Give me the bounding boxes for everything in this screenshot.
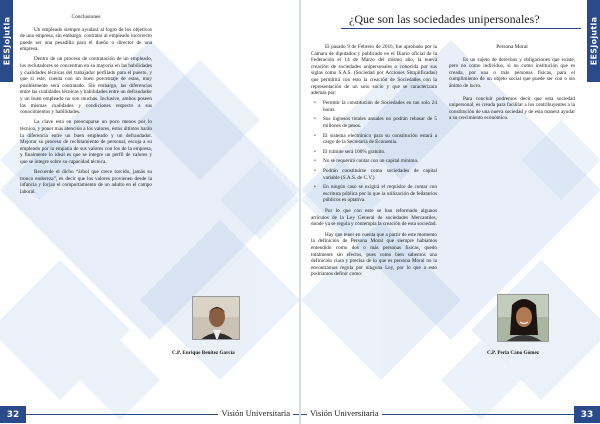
photo-caption: C.P. Perla Cano Gómez xyxy=(487,350,540,356)
list-item: • En ningún caso se exigirá el requisito de contar con escritura pública por lo que la utilización de fedatarios públicos es optativa. xyxy=(311,184,437,204)
photo-caption: C.P. Enrique Benítez García xyxy=(172,350,235,356)
page-footer xyxy=(301,404,600,424)
paragraph: Recuerde el dicho “árbol que crece torcido, jamás su tronco endereza”, es decir que los valores provienen desde la infancia y forjan el comportamiento de un adulto en el campo laboral. xyxy=(20,168,152,195)
paragraph: Un empleado siempre ayudará al logro de los objetivos de una empresa, sin embargo, contratar al empleado incorrecto puede ser una pesadilla para el dueño o director de una empresa. xyxy=(20,26,152,53)
paragraph: Para concluir podremos decir que esta sociedad unipersonal, es creada para facilitar a los contribuyentes a la constitución de una nueva sociedad y de esta manera ayudar a su crecimiento económico. xyxy=(449,95,575,122)
features-list xyxy=(311,100,437,204)
author-photo xyxy=(192,296,240,340)
title-underline xyxy=(341,28,581,29)
section-tab: EESJojutla xyxy=(587,0,600,82)
article-column-2 xyxy=(449,44,575,125)
paragraph: Es un sujeto de derechos y obligaciones que existe, pero no como individuo, si no como institución que es creada, por una o más personas físicas, para el cumplimiento de un objeto social que puede ser con o sin ánimo de lucro. xyxy=(449,56,575,89)
left-page xyxy=(0,0,299,424)
paragraph: Hay que tener en cuenta que a partir de este momento la definición de Persona Moral que siempre habíamos entendido como dos o más personas físicas, quedo totalmente sin efectos, pues como bien sabemos una definición clara y precisa de lo que es persona Moral no la encontramos regula por ninguna Ley, por lo que a esto podríamos definir como: xyxy=(311,231,437,278)
list-item: • El sistema electrónico para su constitución estará a cargo de la Secretaría de Economía. xyxy=(311,133,437,146)
list-item: • No se requerirá contar con un capital mínimo. xyxy=(311,158,437,165)
intro-paragraph: El pasado 9 de Febrero de 2016, fue aprobado por la Cámara de diputados y publicado en el Diario oficial de la Federación el 14 de Marzo del mismo año, la nueva creación de sociedades unipersonales o conocida por sus siglas como S.A.S. (Sociedad por Acciones Simplificadas) que permitirá con esto la creación de Sociedades con la representación de un solo socio y que se caracterizara además por: xyxy=(311,44,437,97)
magazine-name: Visión Universitaria xyxy=(307,408,382,418)
conclusions-heading: Conclusiones xyxy=(71,14,101,20)
list-item: • Podrán constituirse como sociedades de capital variable (S.A.S. de C.V.) xyxy=(311,168,437,181)
right-page xyxy=(301,0,600,424)
list-item: • Sus ingresos totales anuales no podrán rebasar de 5 millones de pesos. xyxy=(311,116,437,129)
paragraph: Dentro de un proceso de contratación de un empleado, los reclutadores se concentran en su mayoría en las habilidades y cualidades técnicas del trabajador perfilado para el puesto, y que si este, cuenta con un buen porcentaje de estas, muy posiblemente será contratado. Sin embargo, las diferencias entre las cualidades técnicas y habilidades entre un defraudador y un buen empleado no son muchas. Inclusive, ambos poseen las mismas cualidades y condiciones respecto a sus conocimientos y habilidades. xyxy=(20,56,152,116)
article-column-1 xyxy=(311,44,437,281)
page-number: 32 xyxy=(0,406,26,423)
persona-moral-heading: Persona Moral xyxy=(496,44,528,50)
author-photo xyxy=(497,294,549,342)
page-number: 33 xyxy=(574,406,600,423)
magazine-name: Visión Universitaria xyxy=(218,408,293,418)
paragraph: Por lo que con esto se han reformado algunos artículos de la Ley General de sociedades Mercantiles, donde ya se regula y contempla la creación de esta sociedad. xyxy=(311,207,437,228)
paragraph: La clave está en preocuparse un poco menos por lo técnico, y poner más atención a los valores, éstos últimos harán la diferencia entre un buen empleado y un defraudador. Mejorar su proceso de reclutamiento de personal, escoja a su empleado por la empatía de sus valores con los de la empresa, y finalmente lo ideal es que se integre un perfil de valores y que se integre sobre su capacidad técnica. xyxy=(20,119,152,165)
conclusions-column xyxy=(20,14,152,199)
page-footer xyxy=(0,404,299,424)
list-item: • Permitir la constitución de Sociedades en tan solo 24 horas. xyxy=(311,100,437,113)
list-item: • El trámite será 100% gratuito. xyxy=(311,149,437,156)
article-title: ¿Que son las sociedades unipersonales? xyxy=(349,12,540,26)
section-tab: EESJojutla xyxy=(0,0,13,82)
